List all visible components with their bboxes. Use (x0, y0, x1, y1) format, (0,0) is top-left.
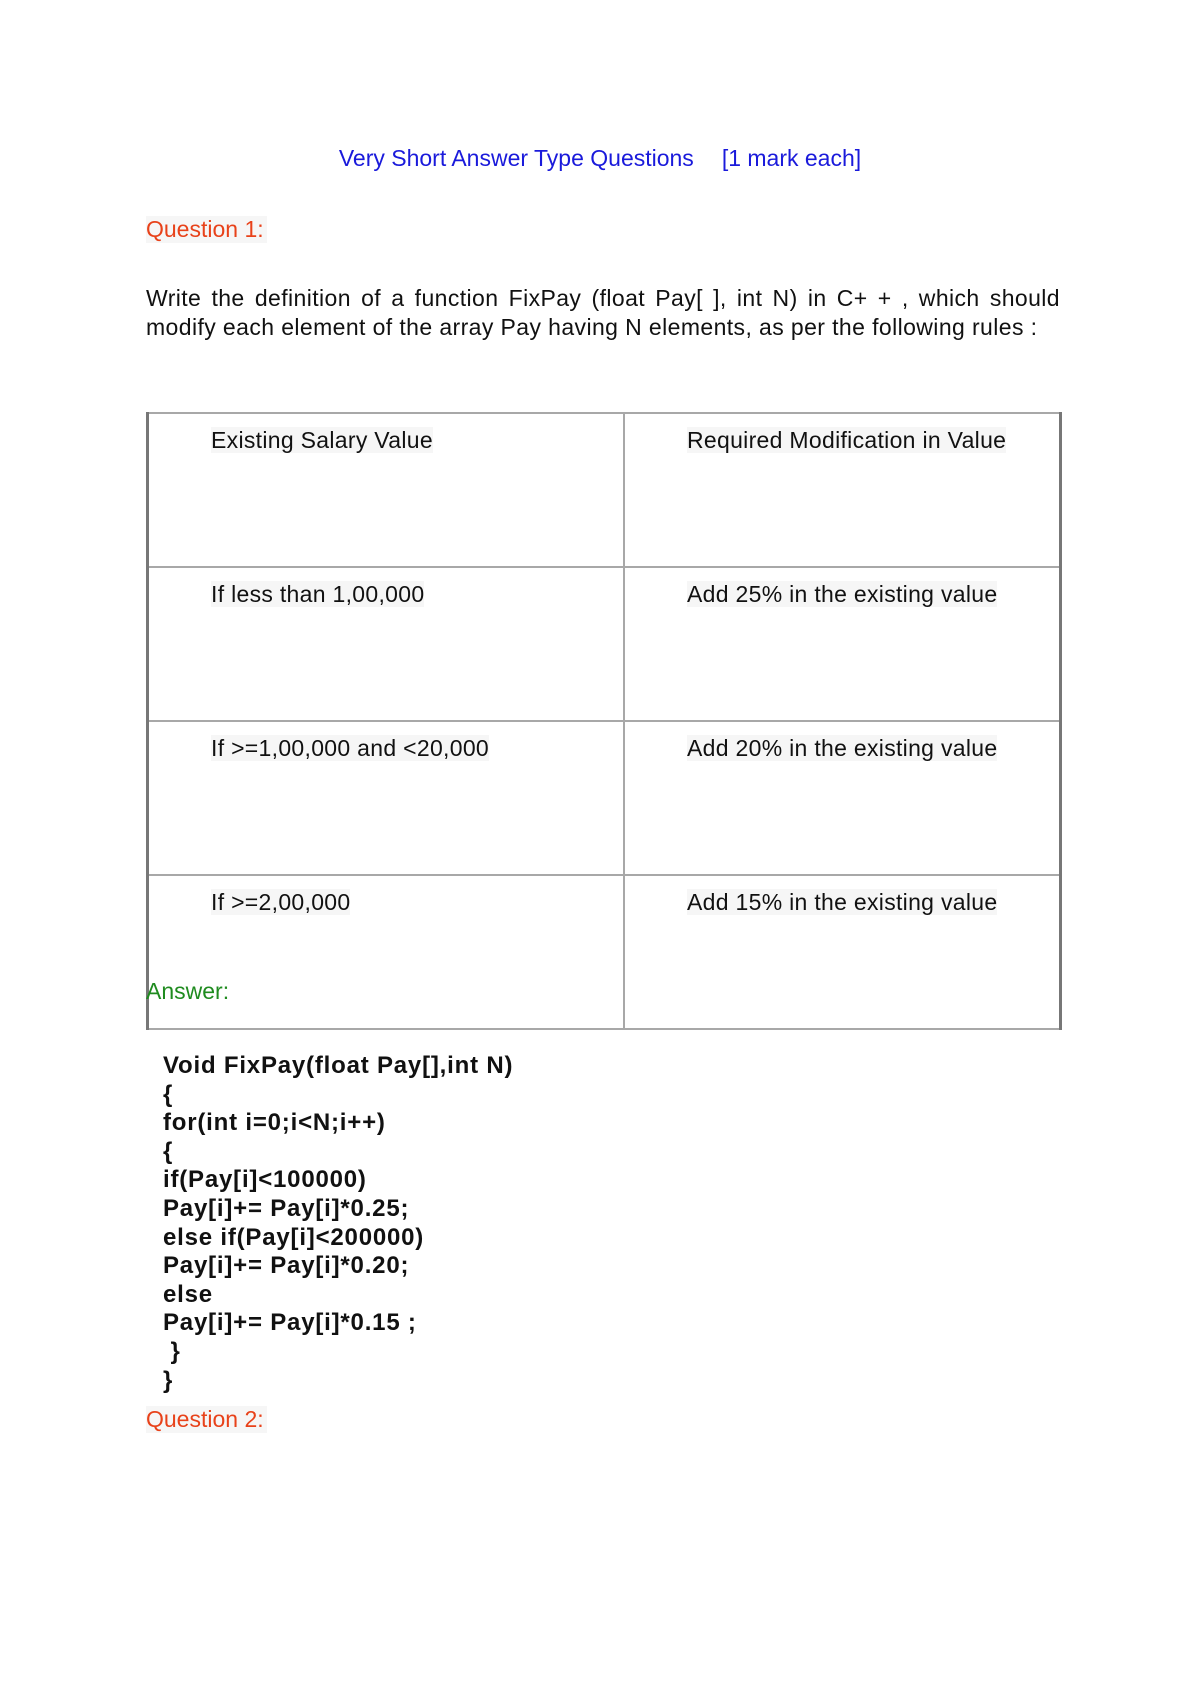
section-title-text: Very Short Answer Type Questions (338, 145, 694, 171)
table-cell (148, 721, 625, 875)
code-line: Pay[i]+= Pay[i]*0.20; (163, 1252, 410, 1280)
table-header-row (148, 413, 1061, 567)
code-line: } (163, 1366, 174, 1394)
header-required-modification: Required Modification in Value (687, 427, 1007, 453)
question-1-text: Write the definition of a function FixPay (float Pay[ ], int N) in C+ + , which should modify each element of the array Pay having N elements, as per the following rules : (146, 285, 1060, 340)
table-header-cell (148, 413, 625, 567)
section-title (0, 145, 1200, 172)
section-marks: [1 mark each] (721, 145, 862, 171)
answer-heading: Answer: (146, 978, 230, 1004)
table-cell (148, 875, 625, 1029)
table-row (148, 567, 1061, 721)
code-line: Void FixPay(float Pay[],int N) (163, 1052, 514, 1079)
question-1-heading: Question 1: (146, 216, 267, 243)
code-line: if(Pay[i]<100000) (163, 1166, 367, 1194)
code-line: else (163, 1280, 213, 1308)
code-line: Pay[i]+= Pay[i]*0.15 ; (163, 1309, 417, 1337)
cell-text: If less than 1,00,000 (211, 581, 425, 607)
question-2-heading: Question 2: (146, 1406, 267, 1433)
cell-text: Add 20% in the existing value (687, 735, 998, 761)
header-existing-salary: Existing Salary Value (211, 427, 433, 453)
cell-text: If >=1,00,000 and <20,000 (211, 735, 489, 761)
cell-text: Add 25% in the existing value (687, 581, 998, 607)
table-row (148, 721, 1061, 875)
code-line: Pay[i]+= Pay[i]*0.25; (163, 1194, 410, 1222)
code-line: else if(Pay[i]<200000) (163, 1223, 425, 1251)
table-cell (624, 721, 1061, 875)
code-block (163, 1052, 513, 1395)
cell-text: Add 15% in the existing value (687, 889, 998, 915)
code-line: { (163, 1137, 174, 1165)
code-line: } (163, 1337, 181, 1365)
table-cell (624, 567, 1061, 721)
table-header-cell (624, 413, 1061, 567)
rules-table (146, 412, 1062, 1030)
code-line: { (163, 1080, 174, 1108)
cell-text: If >=2,00,000 (211, 889, 351, 915)
table-cell (148, 567, 625, 721)
code-line: for(int i=0;i<N;i++) (163, 1109, 386, 1137)
table-cell (624, 875, 1061, 1029)
table-row (148, 875, 1061, 1029)
